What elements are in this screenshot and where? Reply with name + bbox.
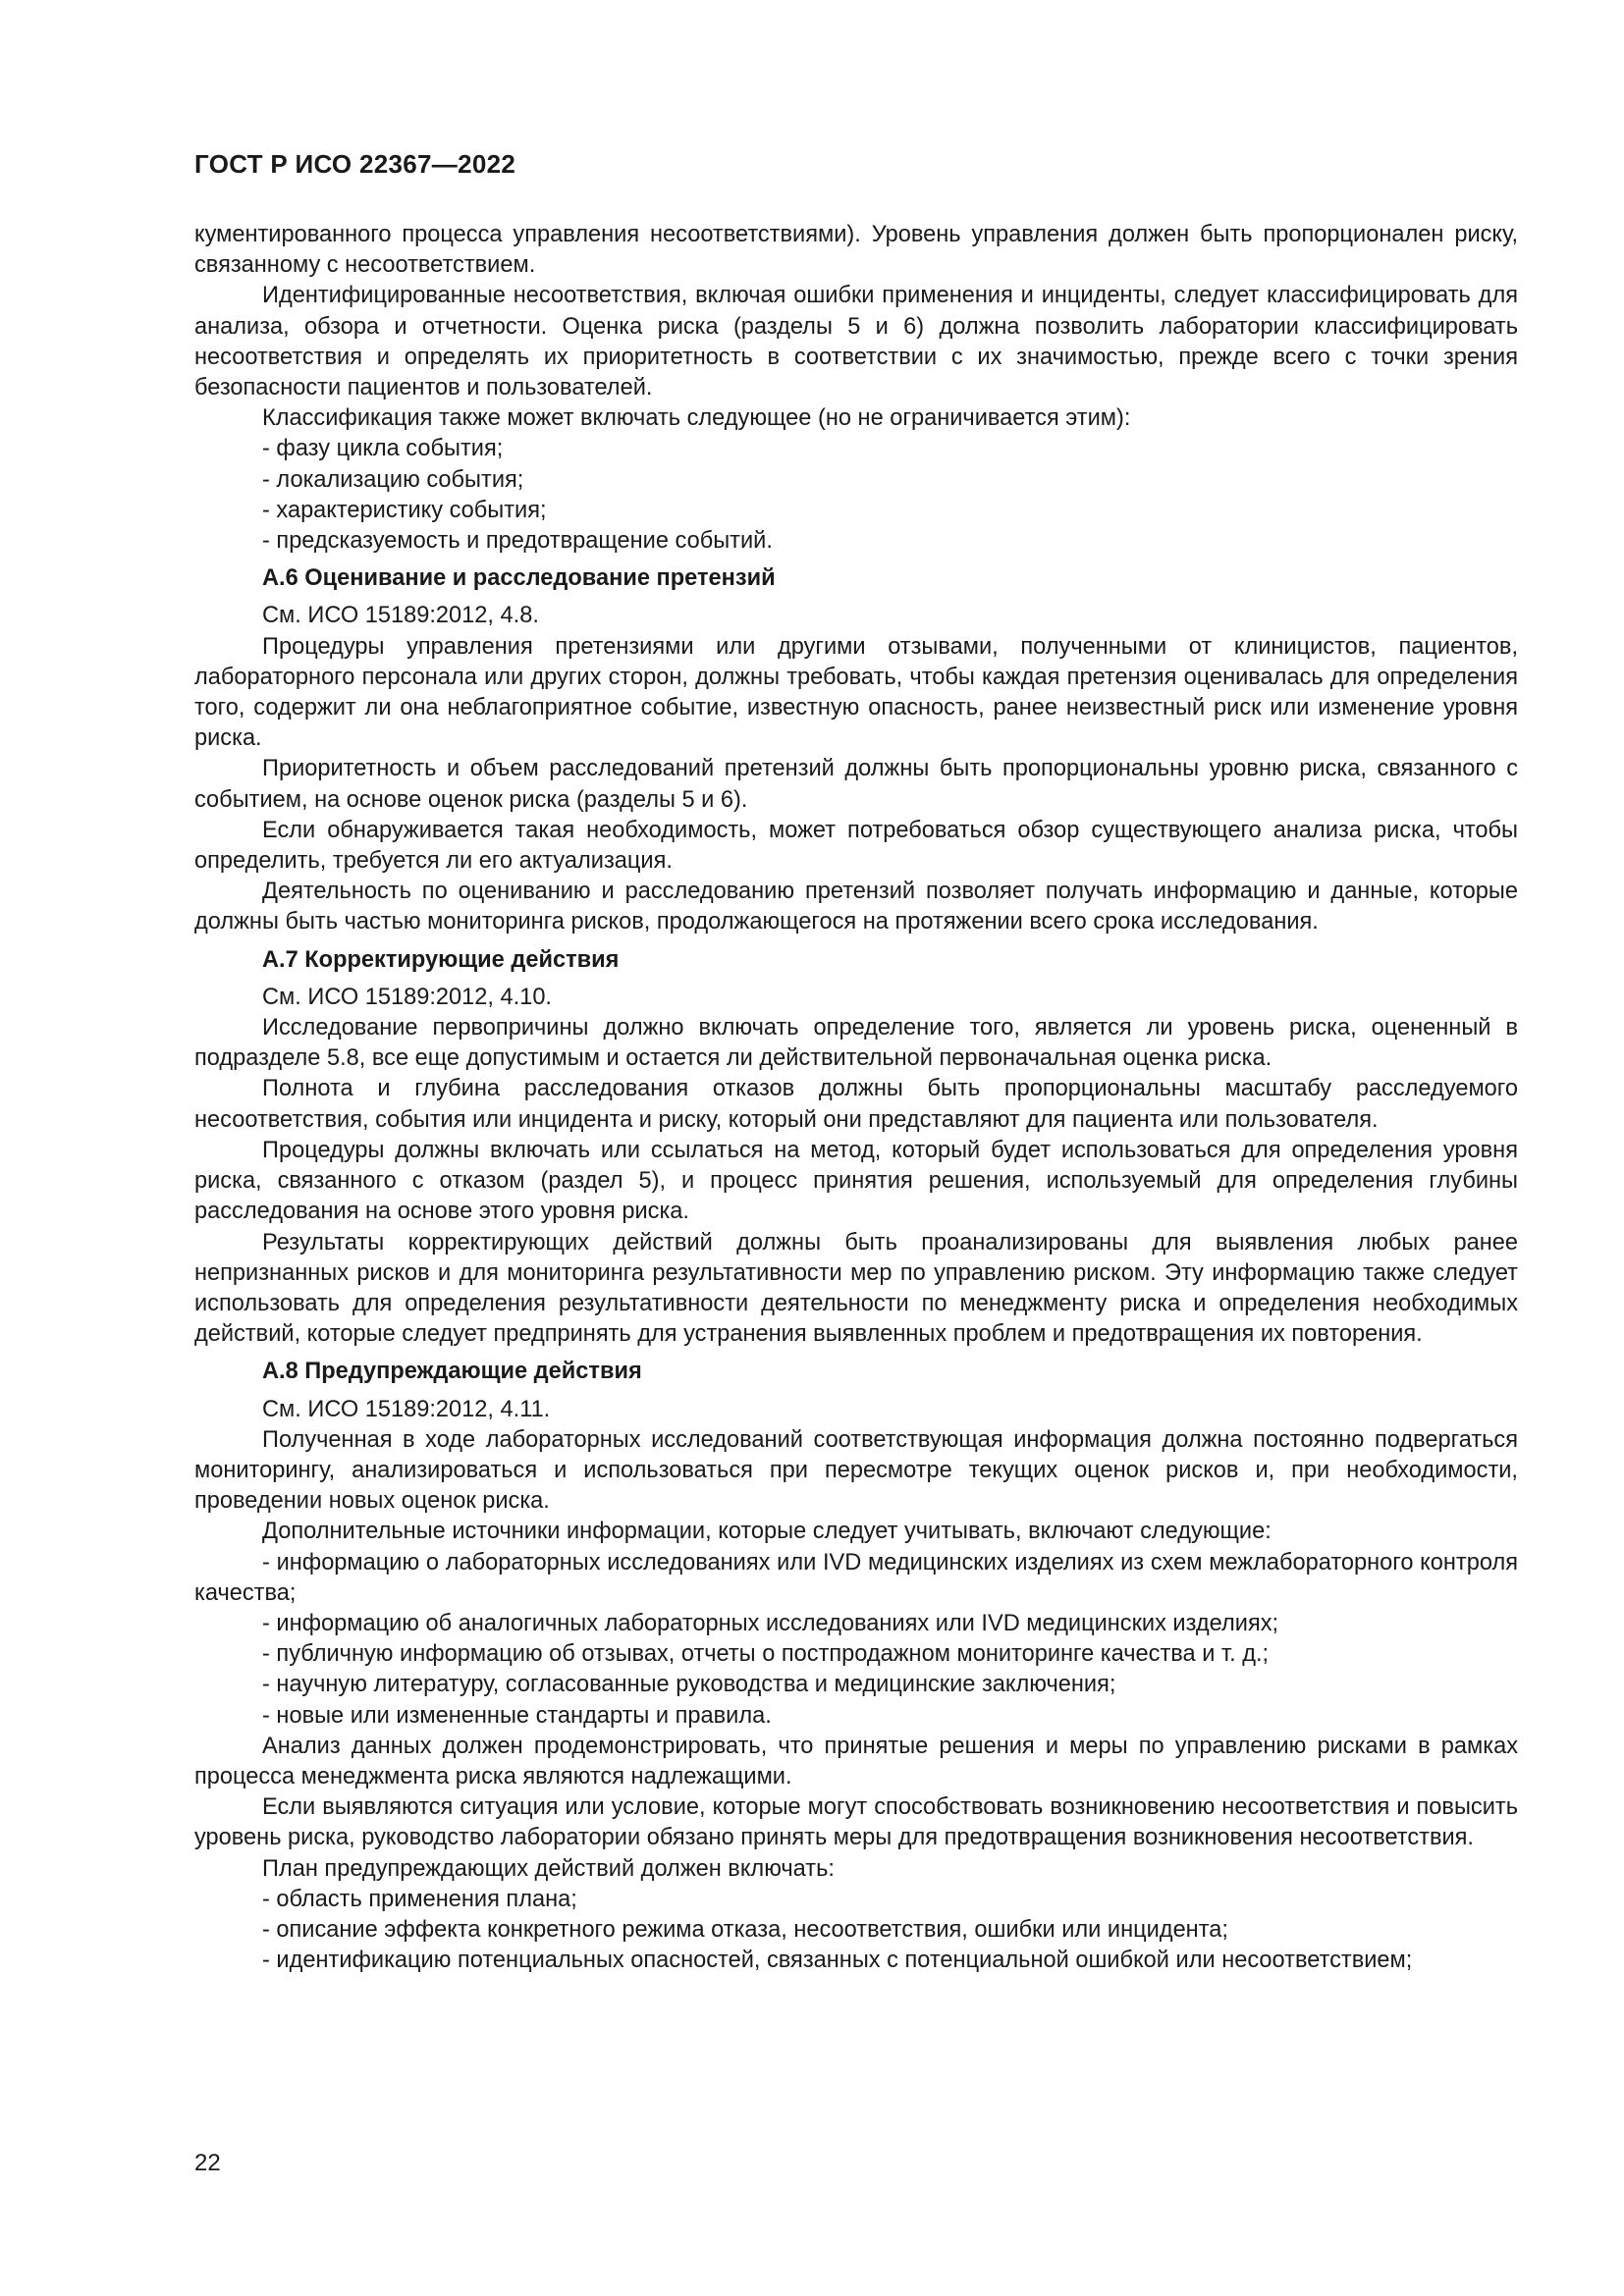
paragraph: Исследование первопричины должно включать определение того, является ли уровень риска, оцененный в подразделе 5.8, все еще допустимым и остается ли действительной первоначальная оценка риска. xyxy=(194,1015,1518,1072)
paragraph-continued: кументированного процесса управления несоответствиями). Уровень управления должен быть пропорционален риску, связанному с несоответствием. xyxy=(194,222,1518,279)
paragraph: Результаты корректирующих действий должны быть проанализированы для выявления любых ранее непризнанных рисков и для мониторинга результативности мер по управлению риском. Эту информацию также следует использовать для определения результативности деятельности по менеджменту риска и определения необходимых действий, которые следует предпринять для устранения выявленных проблем и предотвращения их повторения. xyxy=(194,1229,1518,1348)
list-item: - локализацию события; xyxy=(262,466,524,493)
paragraph: Приоритетность и объем расследований претензий должны быть пропорциональны уровню риска, связанного с событием, на основе оценок риска (разделы 5 и 6). xyxy=(194,756,1518,813)
list-item: - информацию об аналогичных лабораторных исследованиях или IVD медицинских изделиях; xyxy=(262,1610,1279,1636)
section-reference: См. ИСО 15189:2012, 4.11. xyxy=(262,1396,551,1422)
section-heading-a7: А.7 Корректирующие действия xyxy=(262,946,620,973)
paragraph: Полученная в ходе лабораторных исследований соответствующая информация должна постоянно подвергаться мониторингу, анализироваться и использоваться при пересмотре текущих оценок рисков и, при необходимости, проведении новых оценок риска. xyxy=(194,1426,1518,1515)
paragraph: Процедуры должны включать или ссылаться на метод, который будет использоваться для определения уровня риска, связанного с отказом (раздел 5), и процесс принятия решения, используемый для определения глубины расследования на основе этого уровня риска. xyxy=(194,1137,1518,1225)
list-item: - фазу цикла события; xyxy=(262,436,504,462)
document-header: ГОСТ Р ИСО 22367—2022 xyxy=(194,149,516,179)
list-item: - предсказуемость и предотвращение событий. xyxy=(262,528,773,555)
paragraph: Полнота и глубина расследования отказов должны быть пропорциональны масштабу расследуемого несоответствия, события или инцидента и риску, который они представляют для пациента или пользователя. xyxy=(194,1076,1518,1133)
list-item: - публичную информацию об отзывах, отчеты о постпродажном мониторинге качества и т. д.; xyxy=(262,1641,1270,1668)
paragraph: План предупреждающих действий должен включать: xyxy=(262,1855,835,1882)
section-heading-a6: А.6 Оценивание и расследование претензий xyxy=(262,565,776,592)
section-heading-a8: А.8 Предупреждающие действия xyxy=(262,1359,642,1385)
paragraph: Дополнительные источники информации, которые следует учитывать, включают следующие: xyxy=(262,1519,1272,1545)
paragraph: Идентифицированные несоответствия, включая ошибки применения и инциденты, следует классифицировать для анализа, обзора и отчетности. Оценка риска (разделы 5 и 6) должна позволить лаборатории классифицировать несоответствия и определять их приоритетность в соответствии с их значимостью, прежде всего с точки зрения безопасности пациентов и пользователей. xyxy=(194,283,1518,401)
paragraph: Анализ данных должен продемонстрировать, что принятые решения и меры по управлению рисками в рамках процесса менеджмента риска являются надлежащими. xyxy=(194,1733,1518,1789)
paragraph: Процедуры управления претензиями или другими отзывами, полученными от клиницистов, пациентов, лабораторного персонала или других сторон, должны требовать, чтобы каждая претензия оценивалась для определения того, содержит ли она неблагоприятное событие, известную опасность, ранее неизвестный риск или изменение уровня риска. xyxy=(194,633,1518,752)
paragraph: Если выявляются ситуация или условие, которые могут способствовать возникновению несоответствия и повысить уровень риска, руководство лаборатории обязано принять меры для предотвращения возникновения несоответствия. xyxy=(194,1794,1518,1851)
page-number: 22 xyxy=(194,2150,221,2176)
document-body xyxy=(194,220,1518,1976)
list-item: - область применения плана; xyxy=(262,1886,577,1912)
list-item: - характеристику события; xyxy=(262,497,547,523)
paragraph: Если обнаруживается такая необходимость, может потребоваться обзор существующего анализа риска, чтобы определить, требуется ли его актуализация. xyxy=(194,817,1518,875)
list-item: - научную литературу, согласованные руководства и медицинские заключения; xyxy=(262,1672,1116,1698)
paragraph: Классификация также может включать следующее (но не ограничивается этим): xyxy=(262,405,1131,432)
list-item: - информацию о лабораторных исследованиях или IVD медицинских изделиях из схем межлабораторного контроля качества; xyxy=(194,1549,1518,1606)
section-reference: См. ИСО 15189:2012, 4.8. xyxy=(262,603,539,629)
list-item: - новые или измененные стандарты и правила. xyxy=(262,1702,772,1729)
list-item: - описание эффекта конкретного режима отказа, несоответствия, ошибки или инцидента; xyxy=(262,1916,1228,1943)
list-item: - идентификацию потенциальных опасностей, связанных с потенциальной ошибкой или несоответствием; xyxy=(262,1948,1413,1974)
section-reference: См. ИСО 15189:2012, 4.10. xyxy=(262,984,552,1010)
paragraph: Деятельность по оцениванию и расследованию претензий позволяет получать информацию и данные, которые должны быть частью мониторинга рисков, продолжающегося на протяжении всего срока исследования. xyxy=(194,879,1518,935)
